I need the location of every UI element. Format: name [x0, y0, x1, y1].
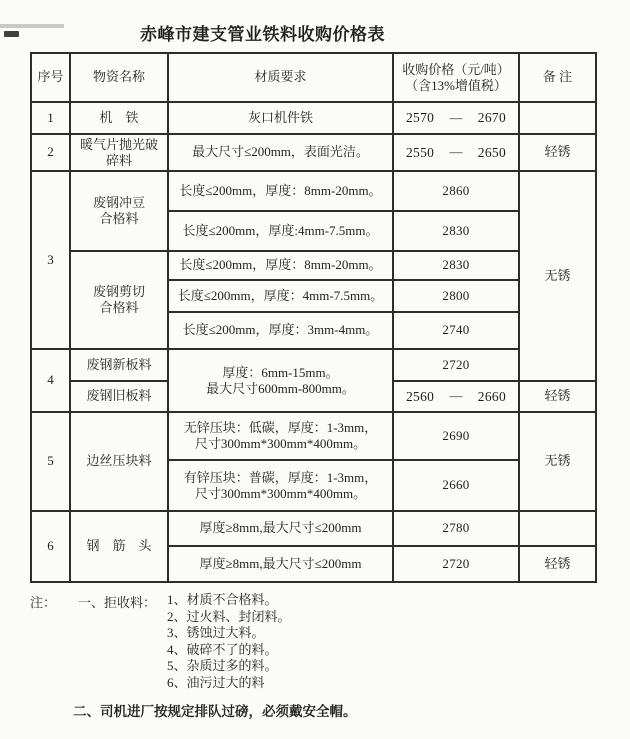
- requirement-cell: 长度≤200mm，厚度:4mm-7.5mm。: [168, 211, 393, 251]
- price-cell: 2830: [393, 211, 519, 251]
- reject-item: 2、过火料、封闭料。: [167, 608, 291, 624]
- seq-cell: 5: [31, 412, 70, 511]
- table-row: [31, 251, 596, 280]
- seq-cell: 3: [31, 171, 70, 349]
- price-cell: 2690: [393, 412, 519, 460]
- name-cell: [70, 134, 168, 171]
- price-cell: 2740: [393, 312, 519, 349]
- table-row: [31, 171, 596, 211]
- seq-cell: 2: [31, 134, 70, 171]
- reject-item: 6、油污过大的料: [167, 674, 265, 690]
- reject-item: 1、材质不合格料。: [167, 592, 278, 607]
- price-range-cell: [393, 134, 519, 171]
- remark-cell: [519, 102, 596, 134]
- price-cell: 2720: [393, 349, 519, 381]
- reject-item: 5、杂质过多的料。: [167, 658, 278, 673]
- price-min: 2560: [406, 388, 435, 404]
- price-dash: —: [449, 109, 463, 125]
- page-title: 赤峰市建支管业铁料收购价格表: [140, 25, 385, 44]
- name-cell: [70, 251, 168, 349]
- table-header-row: [31, 53, 596, 102]
- requirement-cell: 灰口机件铁: [168, 102, 393, 134]
- requirement-line2: 最大尺寸600mm-800mm。: [206, 380, 355, 396]
- reject-item: 4、破碎不了的料。: [167, 641, 278, 657]
- price-dash: —: [449, 144, 463, 160]
- name-line2: 合格料: [99, 300, 139, 315]
- seq-cell: 1: [31, 102, 70, 134]
- requirement-line1: 有锌压块：普碳，厚度：1-3mm，: [183, 469, 378, 485]
- requirement-cell: [168, 349, 393, 412]
- header-price-line2: （含13%增值税）: [405, 77, 507, 93]
- price-max: 2670: [477, 110, 506, 126]
- remark-cell: 轻锈: [519, 381, 596, 412]
- price-max: 2660: [477, 388, 506, 404]
- price-table: [30, 52, 597, 583]
- header-material-name: 物资名称: [70, 53, 168, 102]
- requirement-cell: [168, 460, 393, 511]
- remark-cell: 无锈: [519, 412, 596, 511]
- table-row: [31, 511, 596, 546]
- reject-item: 3、锈蚀过大料。: [167, 625, 265, 640]
- requirement-line2: 尺寸300mm*300mm*400mm。: [194, 485, 367, 501]
- table-row: [31, 134, 596, 171]
- name-cell: 边丝压块料: [70, 412, 168, 511]
- name-line1: 废钢冲豆: [92, 195, 145, 210]
- remark-cell: 轻锈: [519, 546, 596, 582]
- name-cell: 钢 筋 头: [70, 511, 168, 582]
- notes-label: 注：: [30, 595, 57, 610]
- name-line2: 碎料: [105, 152, 132, 168]
- table-row: [31, 349, 596, 381]
- price-max: 2650: [477, 144, 506, 160]
- price-min: 2570: [406, 110, 435, 126]
- seq-cell: 4: [31, 349, 70, 412]
- name-cell: 机 铁: [70, 102, 168, 134]
- price-min: 2550: [406, 144, 435, 160]
- requirement-cell: 长度≤200mm，厚度：4mm-7.5mm。: [168, 280, 393, 312]
- header-price-line1: 收购价格（元/吨）: [402, 61, 510, 77]
- price-cell: 2800: [393, 280, 519, 312]
- requirement-line2: 尺寸300mm*300mm*400mm。: [194, 436, 367, 451]
- table-row: [31, 412, 596, 460]
- price-range-cell: [393, 102, 519, 134]
- requirement-cell: 厚度≥8mm,最大尺寸≤200mm: [168, 511, 393, 546]
- header-price: [393, 53, 519, 102]
- name-line1: 暖气片抛光破: [79, 136, 158, 152]
- requirement-cell: 长度≤200mm，厚度：8mm-20mm。: [168, 171, 393, 211]
- price-cell: 2830: [393, 251, 519, 280]
- note-1-label: 一、拒收料：: [78, 595, 157, 610]
- reject-list: [167, 592, 291, 691]
- requirement-cell: 长度≤200mm，厚度：3mm-4mm。: [168, 312, 393, 349]
- table-row: [31, 102, 596, 134]
- requirement-cell: [168, 412, 393, 460]
- price-cell: 2860: [393, 171, 519, 211]
- remark-cell: [519, 511, 596, 546]
- name-line2: 合格料: [99, 211, 139, 226]
- requirement-line1: 厚度：6mm-15mm。: [222, 364, 339, 380]
- price-dash: —: [449, 388, 463, 404]
- requirement-cell: 最大尺寸≤200mm，表面光洁。: [168, 134, 393, 171]
- price-range-cell: [393, 381, 519, 412]
- seq-cell: 6: [31, 511, 70, 582]
- header-remark: 备 注: [519, 53, 596, 102]
- name-line1: 废钢剪切: [92, 284, 145, 299]
- note-2-text: 二、司机进厂按规定排队过磅，必须戴安全帽。: [73, 704, 357, 719]
- requirement-cell: 长度≤200mm，厚度：8mm-20mm。: [168, 251, 393, 280]
- remark-cell: 无锈: [519, 171, 596, 381]
- name-cell: 废钢新板料: [70, 349, 168, 381]
- remark-cell: 轻锈: [519, 134, 596, 171]
- name-cell: [70, 171, 168, 251]
- requirement-cell: 厚度≥8mm,最大尺寸≤200mm: [168, 546, 393, 582]
- price-cell: 2780: [393, 511, 519, 546]
- header-seq: 序号: [31, 53, 70, 102]
- scan-edge-shadow: [0, 24, 64, 28]
- name-cell: 废钢旧板料: [70, 381, 168, 412]
- scan-smudge-mark: [4, 31, 19, 37]
- price-cell: 2720: [393, 546, 519, 582]
- requirement-line1: 无锌压块：低碳，厚度：1-3mm，: [183, 420, 378, 435]
- header-requirement: 材质要求: [168, 53, 393, 102]
- price-cell: 2660: [393, 460, 519, 511]
- notes-section: [30, 592, 630, 720]
